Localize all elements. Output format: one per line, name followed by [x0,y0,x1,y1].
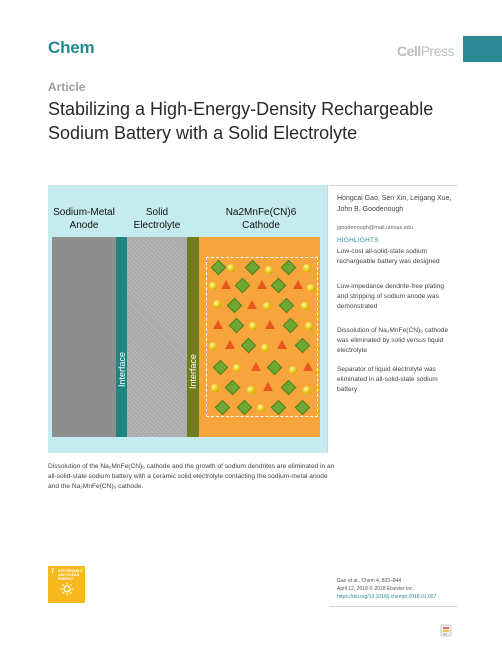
lattice-octahedron [283,318,299,334]
lattice-octahedron [281,380,297,396]
lattice-octahedron [229,318,245,334]
crystal-lattice [206,257,318,417]
lattice-tetrahedron [303,362,313,371]
lattice-octahedron [271,278,287,294]
sodium-ion [209,282,217,290]
sodium-ion [289,366,297,374]
lattice-octahedron [241,338,257,354]
lattice-tetrahedron [251,362,261,371]
label-electrolyte: Solid Electrolyte [133,207,181,231]
lattice-tetrahedron [293,280,303,289]
lattice-octahedron [295,338,311,354]
highlight-item: Low-cost all-solid-state sodium rechargeable battery was designed [337,248,440,265]
sodium-ion [301,302,309,310]
highlight-item: Separator of liquid electrolyte was eliminated in all-solid-state sodium battery [337,366,438,393]
sodium-ion [213,300,221,308]
lattice-octahedron [245,260,261,276]
publisher-light: Press [420,43,454,59]
lattice-octahedron [225,380,241,396]
lattice-octahedron [235,278,251,294]
lattice-octahedron [237,400,253,416]
article-title: Stabilizing a High-Energy-Density Rechargeable Sodium Battery with a Solid Electrolyte [48,99,434,143]
solid-electrolyte-layer [127,237,187,437]
journal-name: Chem [48,38,95,57]
lattice-octahedron [215,400,231,416]
cathode-label: Cathode [242,220,280,231]
sodium-ion [227,264,235,272]
sidebar-divider [329,185,457,186]
sodium-anode-layer [52,237,116,437]
lattice-tetrahedron [265,320,275,329]
author-list: Hongcai Gao, Sen Xin, Leigang Xue, John B. Goodenough [337,195,452,213]
interface-label-1: Interface [117,351,127,387]
graphical-abstract [48,185,328,453]
lattice-octahedron [295,400,311,416]
sun-power-icon [60,582,74,596]
lattice-tetrahedron [221,280,231,289]
lattice-octahedron [267,360,283,376]
lattice-octahedron [213,360,229,376]
sodium-ion [257,404,265,412]
check-for-updates-icon[interactable] [440,624,452,637]
citation-date: April 12, 2018 © 2018 Elsevier Inc. [337,586,415,592]
sodium-ion [305,322,313,330]
sdg-badge [48,566,85,603]
lattice-octahedron [227,298,243,314]
sodium-ion [303,264,311,272]
lattice-tetrahedron [263,382,273,391]
sodium-ion [209,342,217,350]
lattice-tetrahedron [257,280,267,289]
publisher-logo [397,43,454,59]
sodium-ion [263,302,271,310]
sodium-ion [303,386,311,394]
lattice-tetrahedron [225,340,235,349]
highlights-heading: HIGHLIGHTS [337,237,379,244]
figure-caption: Dissolution of the Na₂MnFe(CN)₆ cathode and the growth of sodium dendrites are eliminated in an all-solid-state sodium battery with a ceramic solid electrolyte contacting the sodium-metal anode and the Na₂MnFe(CN)₆ cathode. [48,463,335,490]
lattice-tetrahedron [247,300,257,309]
citation-journal: Gao et al., Chem 4, 833–844 [337,578,402,584]
label-anode: Sodium-Metal Anode [53,207,115,231]
article-type: Article [48,80,86,94]
cathode-formula: Na2MnFe(CN)6 [225,207,297,218]
publisher-bold: Cell [397,43,421,59]
interface-layer-2 [187,237,199,437]
sdg-title: AFFORDABLE AND CLEAN ENERGY [58,569,83,581]
sodium-ion [247,386,255,394]
brand-block [463,36,502,62]
sdg-number: 7 [51,569,55,575]
label-cathode [198,206,324,232]
correspondence-email[interactable]: jgoodenough@mail.utexas.edu [337,225,413,231]
lattice-tetrahedron [277,340,287,349]
lattice-octahedron [211,260,227,276]
doi-link[interactable]: https://doi.org/10.1016/j.chempr.2018.01.007 [337,594,437,600]
lattice-octahedron [279,298,295,314]
sodium-ion [261,344,269,352]
sodium-ion [265,266,273,274]
article-sidebar [329,185,457,605]
interface-label-2: Interface [188,353,198,389]
sodium-ion [249,322,257,330]
sodium-ion [211,384,219,392]
sodium-ion [307,284,315,292]
lattice-octahedron [281,260,297,276]
lattice-octahedron [271,400,287,416]
sodium-ion [233,364,241,372]
bottom-divider [329,606,457,607]
lattice-tetrahedron [213,320,223,329]
interface-layer-1 [116,237,127,437]
highlight-item: Dissolution of Na₂MnFe(CN)₆ cathode was eliminated by solid versus liquid electrolyte [337,327,449,354]
highlight-item: Low-impedance dendrite-free plating and stripping of sodium anode was demonstrated [337,283,445,310]
citation-block [337,577,467,601]
